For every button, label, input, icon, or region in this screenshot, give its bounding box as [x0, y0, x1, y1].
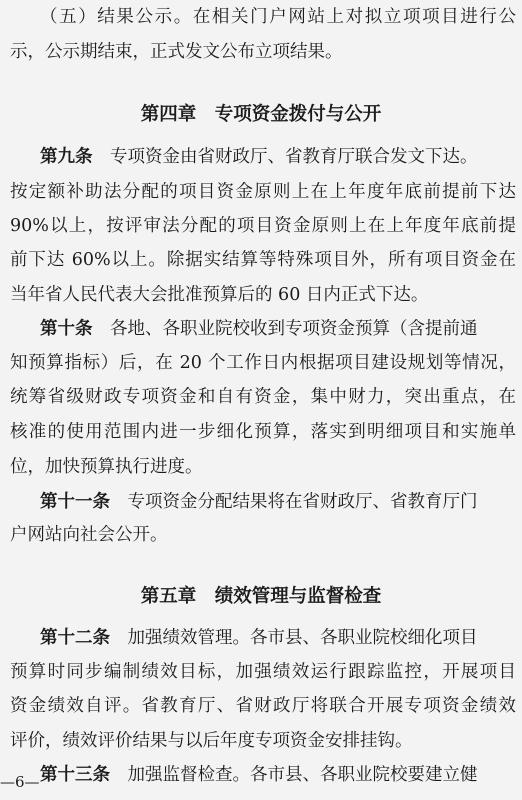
- article-number: 第十条: [40, 319, 93, 339]
- article-number: 第十二条: [40, 628, 110, 648]
- paragraph-line: 示，公示期结束，正式发文公布立项结果。: [10, 42, 343, 62]
- paragraph-line: 统筹省级财政专项资金和自有资金，集中财力，突出重点，在: [10, 387, 516, 407]
- paragraph-line: 知预算指标）后，在 20 个工作日内根据项目建设规划等情况，: [10, 353, 516, 373]
- article-line: [40, 318, 516, 340]
- paragraph-line: 资金绩效自评。省教育厅、省财政厅将联合开展专项资金绩效: [10, 696, 516, 716]
- chapter-heading: 第五章 绩效管理与监督检查: [140, 586, 382, 607]
- article-text: 加强监督检查。各市县、各职业院校要建立健: [110, 765, 478, 785]
- article-text: 加强绩效管理。各市县、各职业院校细化项目: [110, 628, 478, 648]
- article-text: 各地、各职业院校收到专项资金预算（含提前通: [92, 319, 478, 339]
- article-number: 第十三条: [40, 765, 110, 785]
- page-number: —6—: [0, 773, 40, 791]
- paragraph-line: 按定额补助法分配的项目资金原则上在上年度年底前提前下达: [10, 182, 516, 202]
- paragraph-line: 评价，绩效评价结果与以后年度专项资金安排挂钩。: [10, 731, 413, 751]
- article-text: 专项资金分配结果将在省财政厅、省教育厅门: [110, 492, 478, 512]
- chapter-heading: 第四章 专项资金拨付与公开: [140, 104, 382, 125]
- article-line: [40, 146, 516, 168]
- paragraph-line: 前下达 60%以上。除据实结算等特殊项目外，所有项目资金在: [10, 250, 516, 270]
- paragraph-line: 核准的使用范围内进一步细化预算，落实到明细项目和实施单: [10, 422, 516, 442]
- article-line: [40, 491, 516, 513]
- article-line: [40, 764, 516, 786]
- paragraph-line: 90%以上，按评审法分配的项目资金原则上在上年度年底前提: [10, 216, 516, 236]
- paragraph-line: 当年省人民代表大会批准预算后的 60 日内正式下达。: [10, 285, 429, 305]
- article-number: 第九条: [40, 147, 93, 167]
- paragraph-line: （五）结果公示。在相关门户网站上对拟立项项目进行公: [40, 7, 516, 27]
- paragraph-line: 户网站向社会公开。: [10, 525, 168, 545]
- paragraph-line: 预算时同步编制绩效目标，加强绩效运行跟踪监控，开展项目: [10, 662, 516, 682]
- article-number: 第十一条: [40, 492, 110, 512]
- article-text: 专项资金由省财政厅、省教育厅联合发文下达。: [92, 147, 478, 167]
- paragraph-line: 位，加快预算执行进度。: [10, 457, 203, 477]
- article-line: [40, 627, 516, 649]
